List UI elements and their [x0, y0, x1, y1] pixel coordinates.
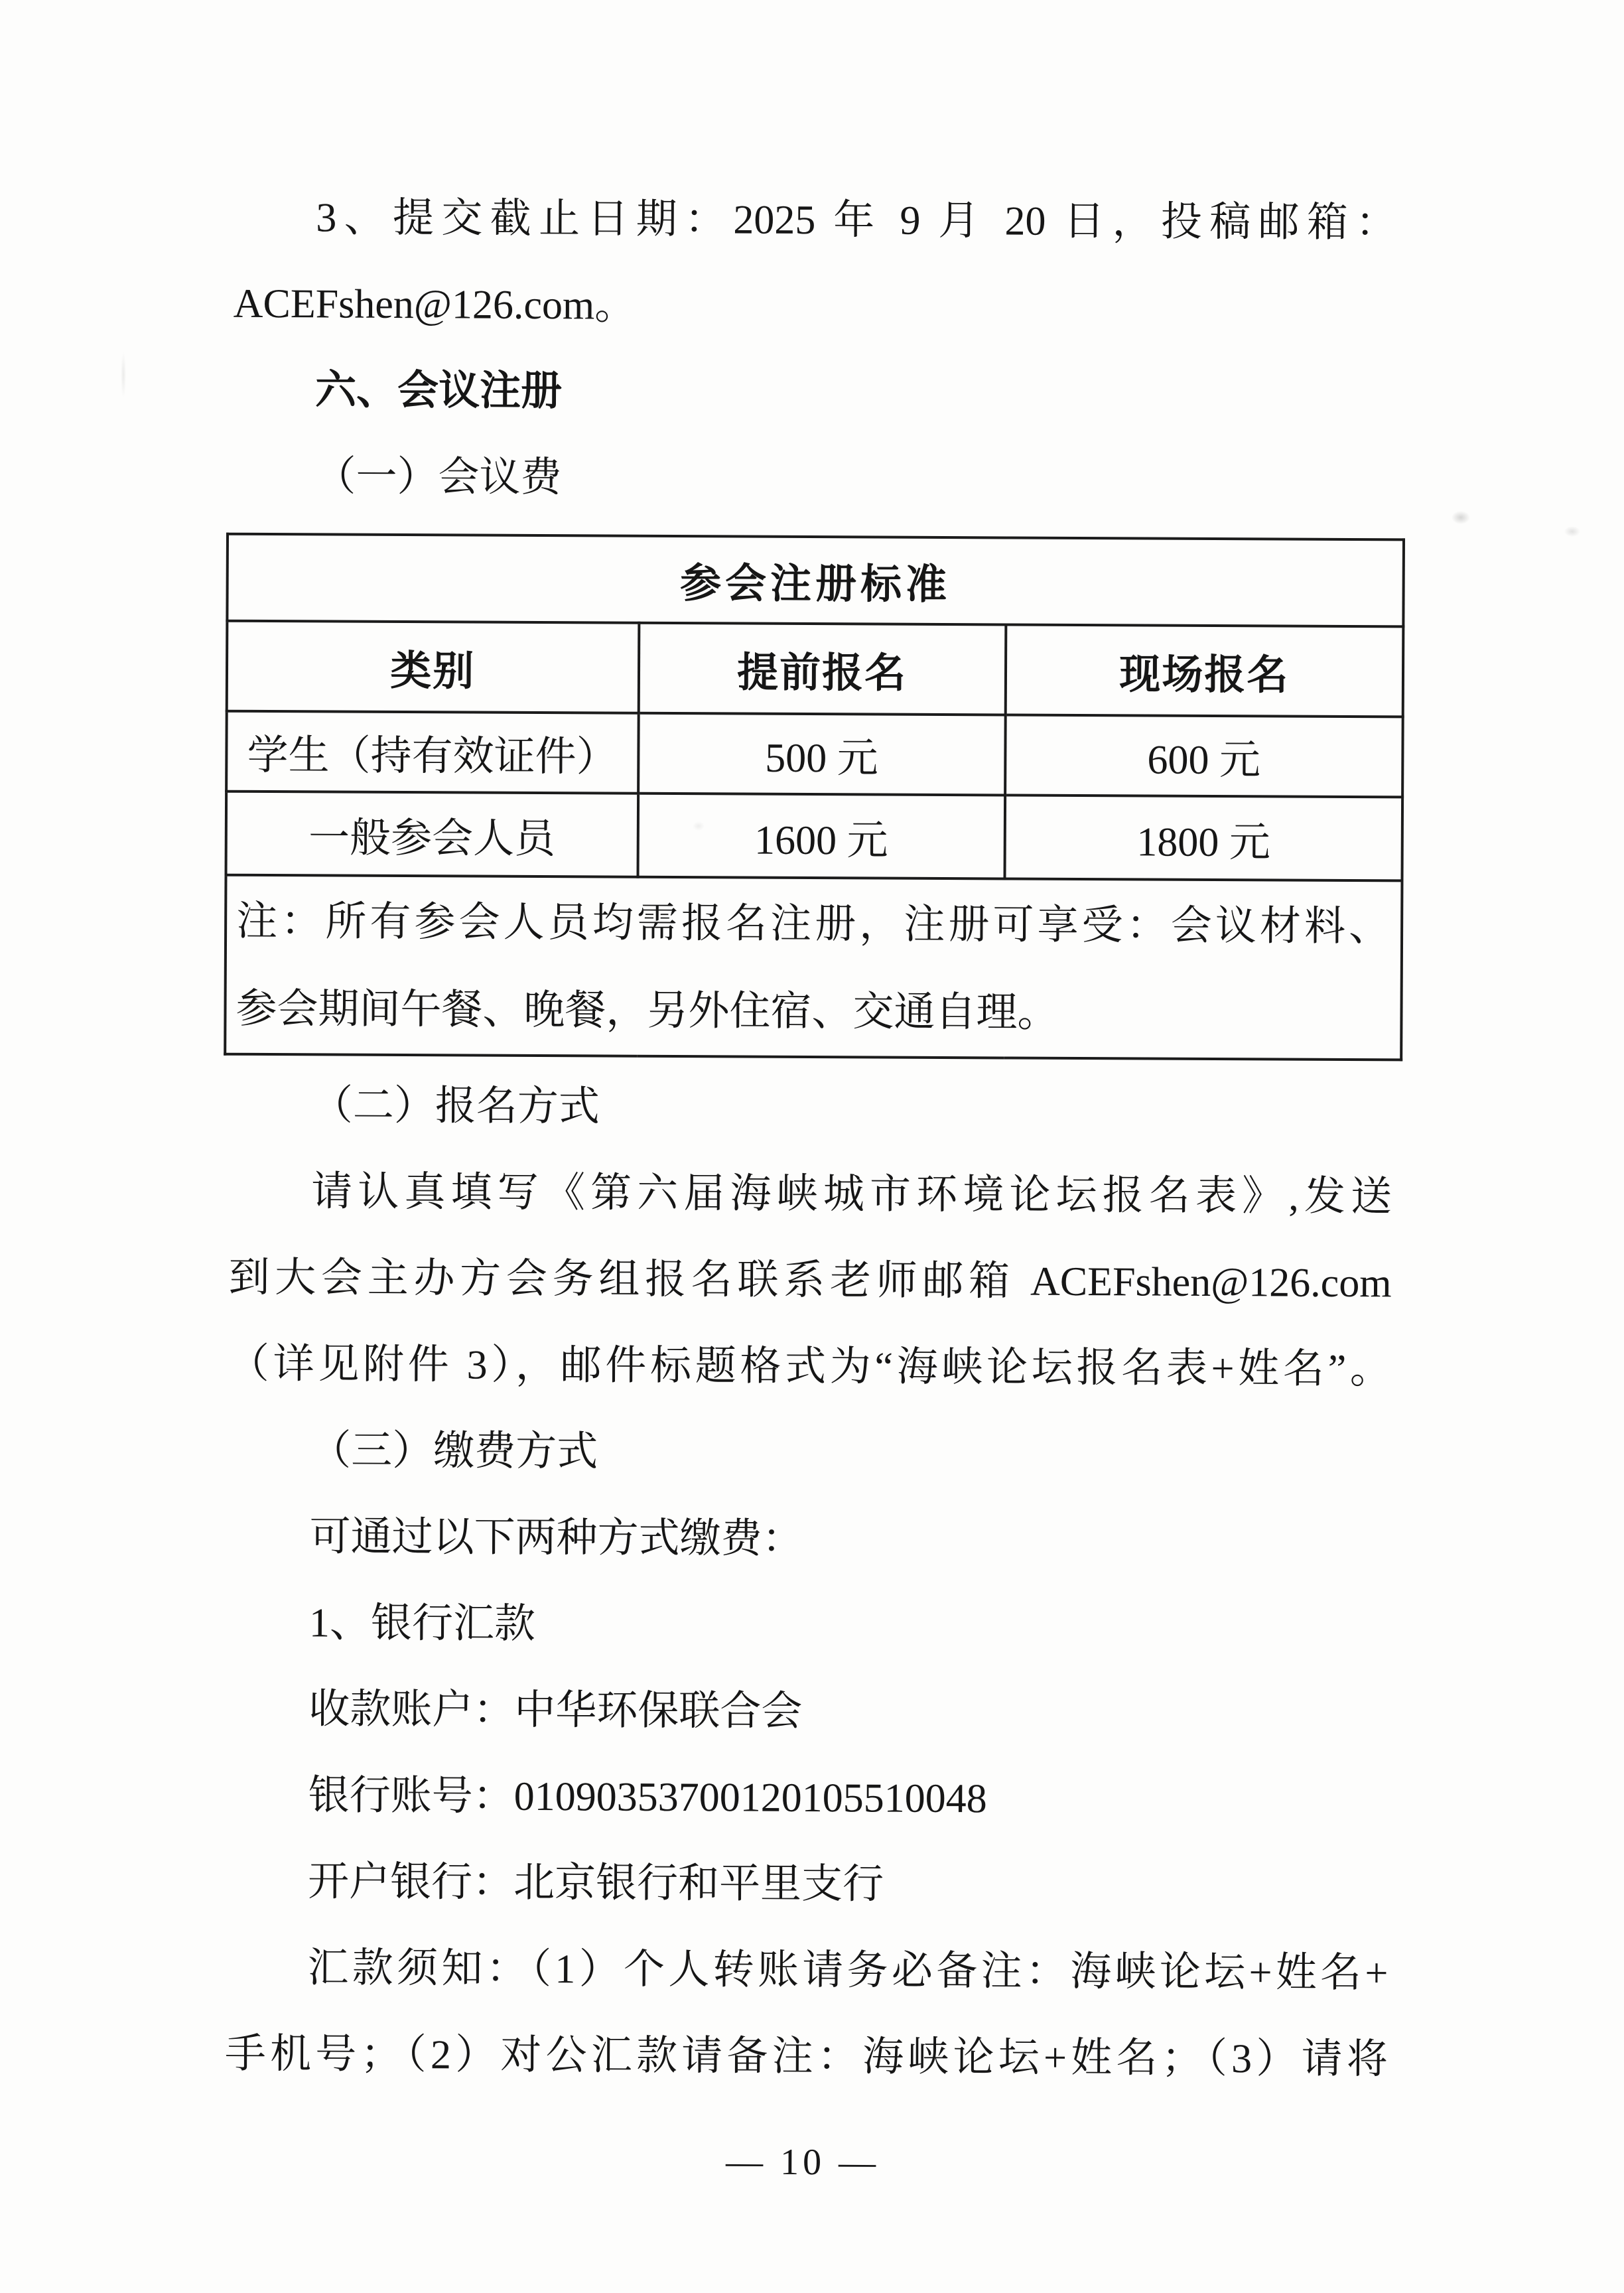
- table-title: 参会注册标准: [227, 534, 1404, 627]
- table-note-cell: [225, 875, 1402, 1060]
- payment-intro-line: 可通过以下两种方式缴费：: [309, 1514, 803, 1562]
- page-number: — 10 —: [725, 2141, 880, 2184]
- table-row-student: [226, 711, 1403, 798]
- bank-branch-line: 开户银行：北京银行和平里支行: [307, 1859, 884, 1908]
- table-note-line-2: 参会期间午餐、晚餐，另外住宿、交通自理。: [236, 986, 1059, 1036]
- col-header-early-registration: 提前报名: [638, 623, 1006, 715]
- cell-student-onsite-fee: 600 元: [1005, 715, 1403, 797]
- table-note-line-1: 注：所有参会人员均需报名注册，注册可享受：会议材料、: [236, 898, 1390, 950]
- col-header-category: 类别: [227, 621, 639, 713]
- bank-transfer-heading: 1、银行汇款: [308, 1600, 536, 1647]
- remittance-notice-line-2: 手机号；（2）对公汇款请备注：海峡论坛+姓名；（3）请将: [224, 2031, 1388, 2083]
- cell-student-category: 学生（持有效证件）: [226, 711, 638, 794]
- account-number-line: 银行账号：01090353700120105510048: [308, 1773, 987, 1822]
- registration-para-line-2: 到大会主办方会务组报名联系老师邮箱 ACEFshen@126.com: [228, 1255, 1392, 1306]
- table-title-row: [227, 534, 1404, 627]
- cell-student-early-fee: 500 元: [638, 713, 1006, 796]
- subsection-3-heading: （三）缴费方式: [310, 1428, 598, 1475]
- cell-general-category: 一般参会人员: [226, 792, 638, 877]
- subsection-2-heading: （二）报名方式: [311, 1083, 600, 1130]
- deadline-line: 3、提交截止日期：2025 年 9 月 20 日，投稿邮箱：: [316, 195, 1397, 246]
- cell-general-early-fee: 1600 元: [638, 794, 1005, 879]
- submission-email-line: ACEFshen@126.com。: [233, 281, 636, 328]
- table-row-general: [226, 792, 1403, 881]
- section-6-heading: 六、会议注册: [314, 368, 563, 415]
- table-note-row: [225, 875, 1402, 1060]
- registration-para-line-1: 请认真填写《第六届海峡城市环境论坛报名表》,发送: [311, 1169, 1392, 1220]
- cell-general-onsite-fee: 1800 元: [1004, 795, 1402, 880]
- registration-para-line-3: （详见附件 3），邮件标题格式为“海峡论坛报名表+姓名”。: [228, 1341, 1392, 1393]
- subsection-1-heading: （一）会议费: [314, 454, 562, 501]
- registration-fee-table: [224, 533, 1405, 1062]
- col-header-onsite-registration: 现场报名: [1005, 624, 1403, 717]
- account-name-line: 收款账户：中华环保联合会: [308, 1687, 803, 1734]
- table-header-row: [227, 621, 1404, 717]
- remittance-notice-line-1: 汇款须知：（1）个人转账请务必备注：海峡论坛+姓名+: [307, 1945, 1388, 1996]
